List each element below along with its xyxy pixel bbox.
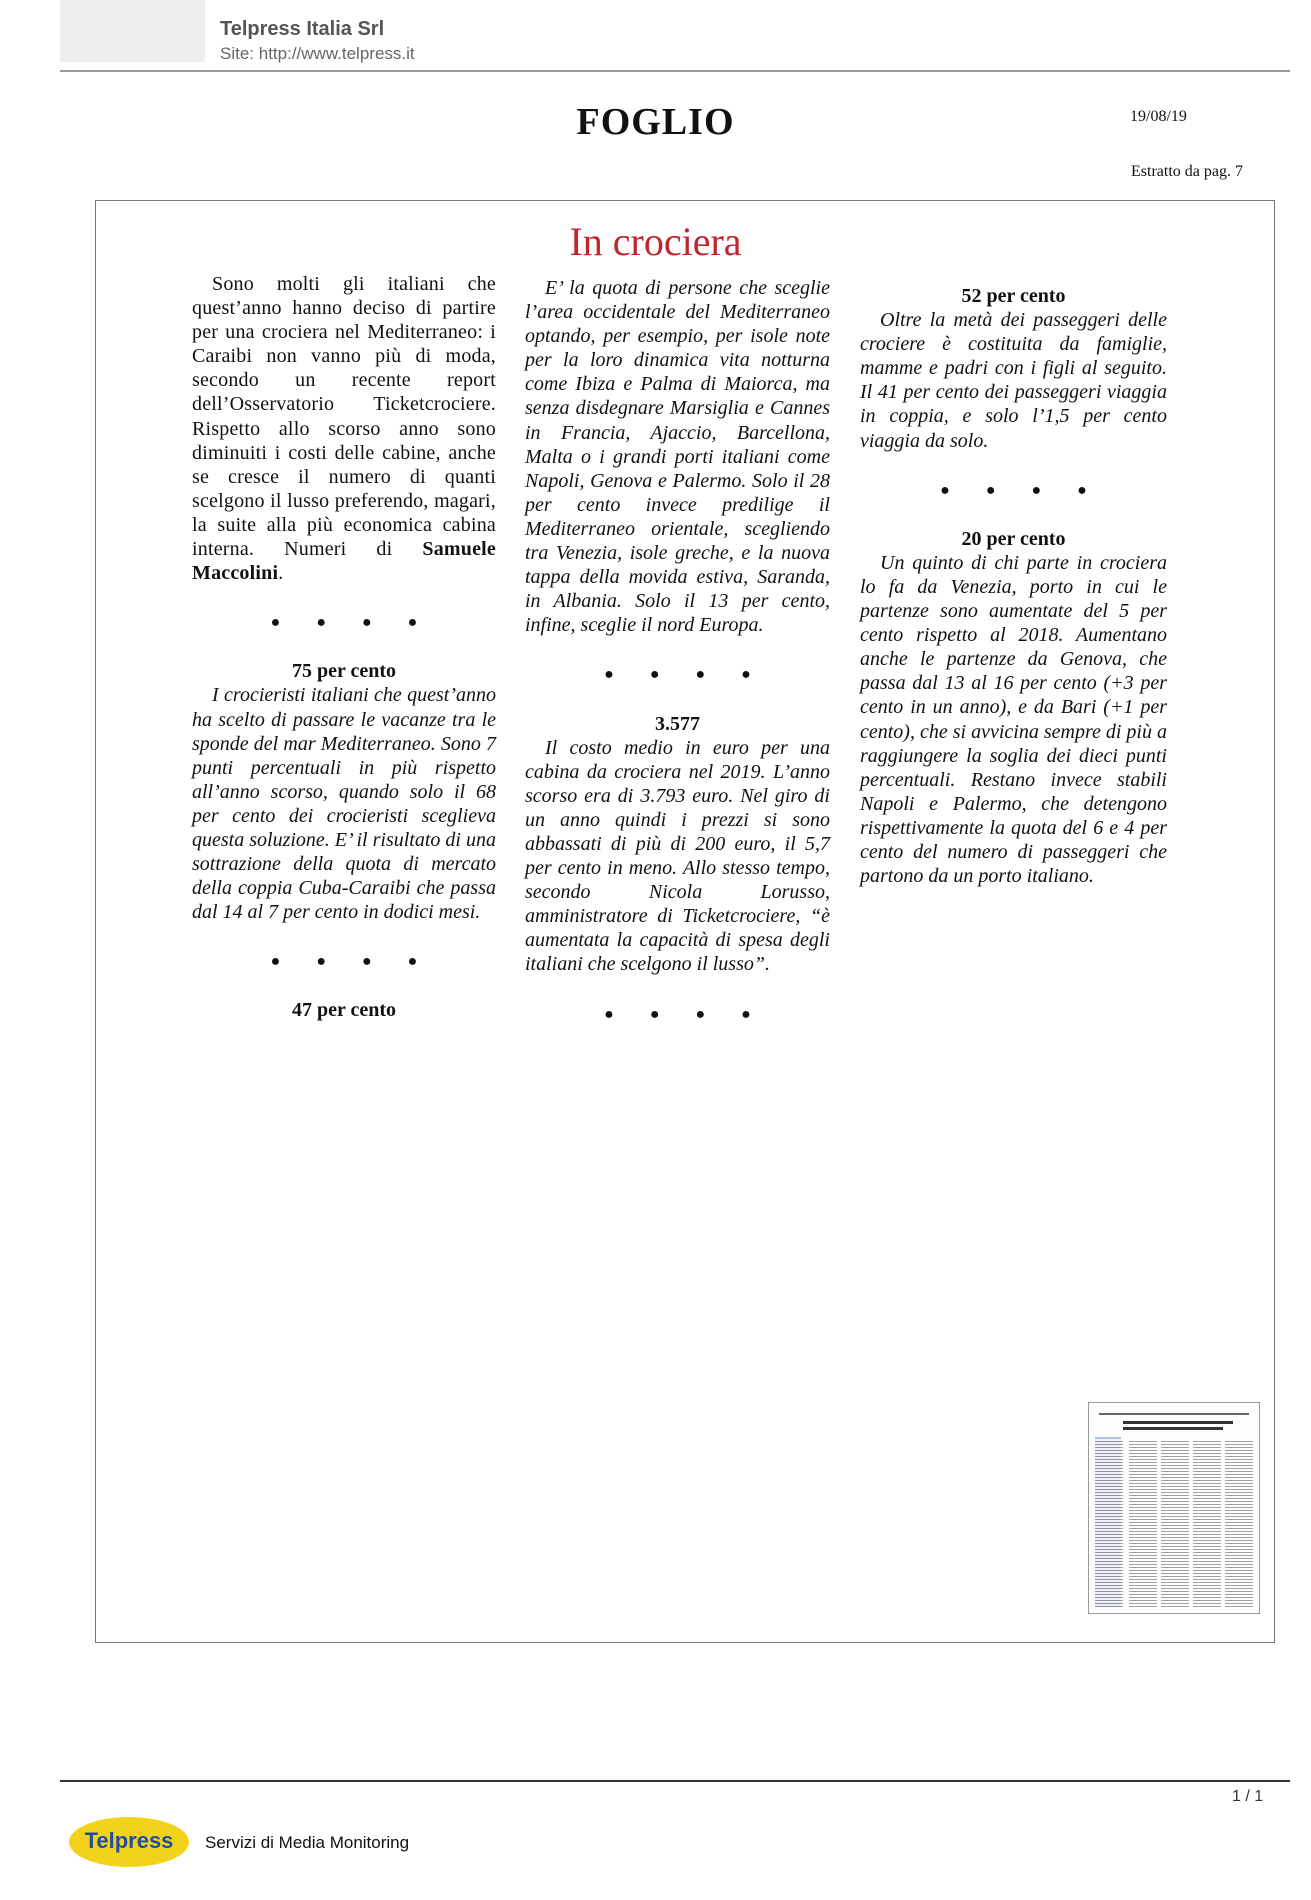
intro-text: Sono molti gli italiani che quest’anno hanno deciso di partire per una crociera nel Mediterraneo: i Caraibi non vanno più di moda, secondo un recente report dell’Osservatorio Ticketcrociere. Rispetto allo scorso anno sono diminuiti i costi delle cabine, anche se cresce il numero di quanti scelgono il lusso preferendo, magari, la suite alla più economica cabina interna. Numeri di [192,273,496,561]
article-column-3 [860,284,1167,888]
stat-paragraph: E’ la quota di persone che sceglie l’area occidentale del Mediterraneo optando, per esempio, per isole note per la loro dinamica vita notturna come Ibiza e Palma di Maiorca, ma senza disdegnare Marsiglia e Cannes in Francia, Ajaccio, Barcellona, Malta o i grandi porti italiani come Napoli, Genova e Palermo. Solo il 28 per cento invece predilige il Mediterraneo orientale, scegliendo tra Venezia, isole greche, e la nuova tappa della movida estiva, Saranda, in Albania. Solo il 13 per cento, infine, sceglie il nord Europa. [525,277,830,637]
company-name: Telpress Italia Srl [220,18,385,40]
company-site[interactable]: Site: http://www.telpress.it [220,44,415,63]
stat-paragraph: Un quinto di chi parte in crociera lo fa da Venezia, porto in cui le partenze sono aumentate del 5 per cento rispetto al 2018. Aumentano anche le partenze da Genova, che passa dal 13 al 16 per cento (+3 per cento in un anno), e da Bari (+1 per cento), che si avvicina sempre di più a raggiungere la soglia dei dieci punti percentuali. Restano invece stabili Napoli e Palermo, che detengono rispettivamente la quota del 6 e 4 per cento del numero di passeggeri che partono da un porto italiano. [860,551,1167,888]
footer-divider [60,1780,1290,1782]
thumbnail-headline [1123,1421,1233,1424]
stat-paragraph: Il costo medio in euro per una cabina da crociera nel 2019. L’anno scorso era di 3.793 euro. Nel giro di un anno quindi i prezzi si sono abbassati di più di 200 euro, il 5,7 per cento in meno. Allo stesso tempo, secondo Nicola Lorusso, amministratore di Ticketcrociere, “è aumentata la capacità di spesa degli italiani che scelgono il lusso”. [525,736,830,976]
thumbnail-header-line [1099,1413,1249,1415]
thumbnail-text-column [1095,1439,1123,1607]
thumbnail-text-column [1225,1439,1253,1607]
stat-heading: 20 per cento [961,527,1066,550]
separator-bullets: ● ● ● ● [940,481,1103,499]
separator-bullets: ● ● ● ● [270,614,434,632]
stat-paragraph: I crocieristi italiani che quest’anno ha scelto di passare le vacanze tra le sponde del mar Mediterraneo. Sono 7 punti percentuali in più rispetto all’anno scorso, quando solo il 68 per cento dei crocieristi sceglieva questa soluzione. E’ il risultato di una sottrazione della quota di mercato della coppia Cuba-Caraibi che passa dal 14 al 7 per cento in dodici mesi. [192,684,496,924]
article-title: In crociera [569,219,742,264]
page-thumbnail[interactable] [1088,1402,1260,1614]
telpress-logo [68,1815,190,1869]
article-column-1 [192,272,496,1023]
separator-bullets: ● ● ● ● [270,953,434,971]
thumbnail-text-column [1129,1439,1157,1607]
header-divider [60,70,1290,72]
thumbnail-text-column [1193,1439,1221,1607]
thumbnail-text-column [1161,1439,1189,1607]
stat-heading: 75 per cento [291,660,397,683]
separator-bullets: ● ● ● ● [604,1005,767,1023]
services-caption: Servizi di Media Monitoring [205,1833,410,1852]
article-column-2 [525,276,830,1051]
logo-text: Telpress [84,1828,174,1853]
author-name: Samuele Maccolini [192,538,496,585]
thumbnail-headline [1123,1427,1223,1430]
extract-page: Estratto da pag. 7 [1131,163,1243,180]
intro-paragraph: Sono molti gli italiani che quest’anno hanno deciso di partire per una crociera nel Mediterraneo: i Caraibi non vanno più di moda, secondo un recente report dell’Osservatorio Ticketcrociere. Rispetto allo scorso anno sono diminuiti i costi delle cabine, anche se cresce il numero di quanti scelgono il lusso preferendo, magari, la suite alla più economica cabina interna. Numeri di Samuele Maccolini. [192,273,496,585]
stat-heading: 3.577 [655,712,700,735]
stat-paragraph: Oltre la metà dei passeggeri delle crociere è costituita da famiglie, mamme e padri con i figli al seguito. Il 41 per cento dei passeggeri viaggia in coppia, e solo l’1,5 per cento viaggia da solo. [860,309,1167,452]
newspaper-masthead: FOGLIO [576,101,735,143]
header-logo-placeholder [60,0,205,62]
stat-heading: 47 per cento [291,999,397,1022]
stat-heading: 52 per cento [961,285,1066,307]
page-number: 1 / 1 [1232,1788,1264,1805]
separator-bullets: ● ● ● ● [604,666,767,684]
publication-date: 19/08/19 [1130,108,1187,125]
